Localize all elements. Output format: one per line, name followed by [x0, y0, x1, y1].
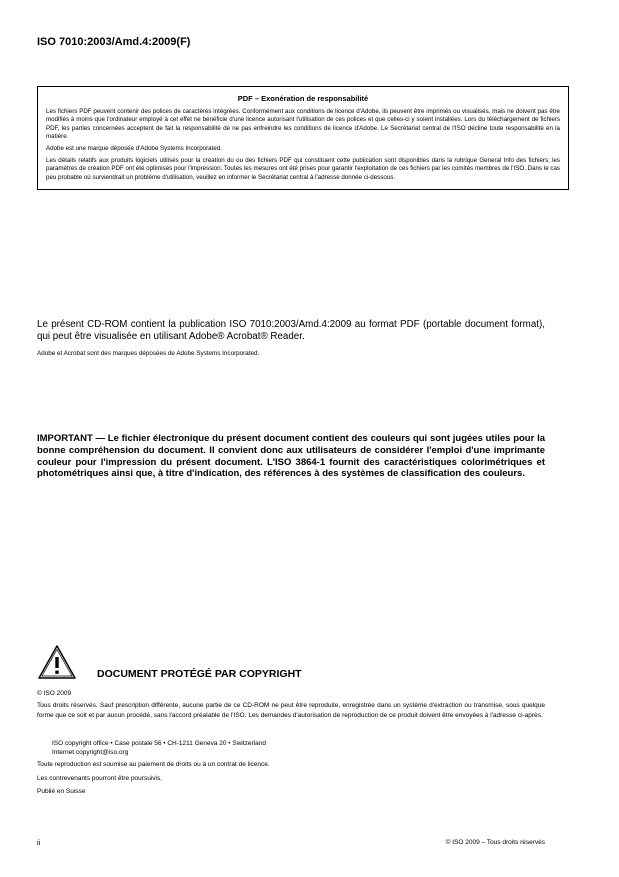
important-notice: IMPORTANT — Le fichier électronique du présent document contient des couleurs qui sont jugées utiles pour la bonne compréhension du document. Il convient donc aux utilisateurs de considérer l'emploi d'une imprimante couleur pour l'impression du présent document. L'ISO 3864-1 fournit des caractéristiques colorimétriques et photométriques ainsi que, à titre d'indication, des références à des systèmes de classification des couleurs.	[37, 433, 545, 480]
note-line: Publié en Suisse	[37, 788, 86, 796]
cdrom-description: Le présent CD-ROM contient la publication ISO 7010:2003/Amd.4:2009 au format PDF (portable document format), qui peut être visualisée en utilisant Adobe® Acrobat® Reader.	[37, 319, 545, 343]
copyright-title: DOCUMENT PROTÉGÉ PAR COPYRIGHT	[97, 668, 302, 680]
trademark-note: Adobe et Acrobat sont des marques déposées de Adobe Systems Incorporated.	[37, 350, 260, 357]
copyright-notes	[37, 760, 270, 801]
copyright-body: Tous droits réservés. Sauf prescription différente, aucune partie de ce CD-ROM ne peut être reproduite, enregistrée dans un système d'extraction ou transmise, sous quelque forme que ce soit et par aucun procédé, sans l'accord préalable de l'ISO. Les demandes d'autorisation de reproduction de ce produit doivent être envoyées à l'adresse ci-après.	[37, 702, 545, 719]
disclaimer-paragraph: Adobe est une marque déposée d'Adobe Systems Incorporated.	[46, 145, 222, 153]
disclaimer-paragraph: Les détails relatifs aux produits logiciels utilisés pour la création du ou des fichiers PDF qui constituent cette publication sont disponibles dans la rubrique General Info des fichiers; les paramètres de création PDF ont été optimisés pour l'impression. Toutes les mesures ont été prises pour garantir l'exploitation de ces fichiers par les comités membres de l'ISO. Dans le cas peu probable où surviendrait un problème d'utilisation, veuillez en informer le Secrétariat central à l'adresse donnée ci-dessous.	[46, 157, 560, 181]
warning-triangle-icon	[37, 644, 77, 680]
address-email-line: Internet copyright@iso.org	[52, 749, 129, 757]
note-line: Toute reproduction est soumise au paiement de droits ou à un contrat de licence.	[37, 761, 270, 768]
iso-address	[52, 739, 266, 757]
document-id: ISO 7010:2003/Amd.4:2009(F)	[37, 36, 191, 48]
disclaimer-paragraph: Les fichiers PDF peuvent contenir des polices de caractères intégrées. Conformément aux conditions de licence d'Adobe, ils peuvent être imprimés ou visualisés, mais ne doivent pas être modifiés à moins que l'ordinateur employé à cet effet ne bénéficie d'une licence autorisant l'utilisation de ces polices et que celles-ci y soient installées. Lors du téléchargement de fichiers PDF, les parties concernées acceptent de fait la responsabilité de ne pas enfreindre les conditions de licence d'Adobe. Le Secrétariat central de l'ISO décline toute responsabilité en la matière.	[46, 108, 560, 140]
pdf-disclaimer-box	[37, 86, 569, 190]
footer-rights: © ISO 2009 – Tous droits réservés	[445, 839, 545, 846]
page-number: ii	[37, 838, 41, 847]
disclaimer-title: PDF – Exonération de responsabilité	[237, 94, 369, 103]
address-line: ISO copyright office • Case postale 56 • CH-1211 Geneva 20 • Switzerland	[52, 740, 266, 747]
copyright-year: © ISO 2009	[37, 690, 72, 697]
note-line: Les contrevenants pourront être poursuivis.	[37, 774, 163, 782]
